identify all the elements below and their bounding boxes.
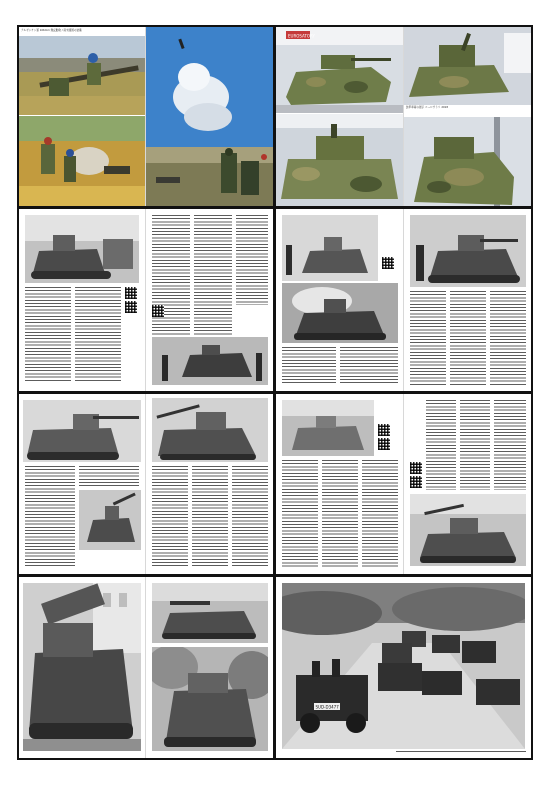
text-column [340, 347, 398, 385]
spec-table-icon [378, 424, 390, 436]
spec-table-icon [382, 257, 394, 269]
text-column [494, 400, 526, 490]
spec-table-icon [410, 476, 422, 488]
photo-camo-ifv-exhibit [276, 27, 403, 113]
spread-3 [19, 209, 273, 391]
spread-2-color [276, 27, 531, 206]
text-column [282, 460, 318, 568]
contact-sheet [17, 25, 533, 760]
text-column [426, 400, 456, 490]
text-column [79, 466, 139, 488]
photo-spg-heavy-gun [23, 583, 141, 751]
photo-tank-crew-group [152, 337, 268, 385]
photo-tank-side-soldier [410, 215, 526, 287]
text-column [236, 215, 268, 305]
jeep-license-plate: SUD-D3477 [315, 704, 339, 710]
spread-8-left-page [19, 577, 145, 758]
photo-spg-casemate [152, 398, 268, 462]
spread-7 [276, 577, 531, 758]
exhibit-sign: EUROSATORY [288, 33, 315, 39]
spread-5-left-page [19, 394, 145, 574]
gutter [145, 27, 146, 206]
spread-1 [19, 27, 273, 206]
text-column [152, 215, 190, 335]
text-column [362, 460, 398, 568]
photo-launch-crew [146, 147, 273, 206]
photo-spg-camouflaged [152, 647, 268, 751]
photo-tank-ruins [282, 400, 374, 456]
photo-spg-convoy [152, 583, 268, 643]
photo-camo-spg-exhibit [404, 27, 531, 105]
spread-3-left-page [19, 209, 145, 391]
photo-light-tank-side [25, 215, 139, 283]
spread-3-right-page [146, 209, 273, 391]
spread-4-left-page [276, 209, 403, 391]
text-column [450, 291, 486, 385]
photo-camo-vehicle-hall [404, 117, 531, 206]
spread-5-right-page [146, 394, 273, 574]
photo-spg-towed [79, 490, 141, 550]
gutter [145, 577, 146, 758]
text-column [460, 400, 490, 490]
text-column [25, 287, 71, 383]
gutter [145, 394, 146, 574]
photo-camo-vehicle-front [276, 114, 403, 206]
text-column [152, 466, 188, 566]
text-column [232, 466, 268, 566]
text-column [410, 291, 446, 385]
text-column [192, 466, 228, 566]
photo-recoilless-rifle-crew [19, 36, 145, 115]
spread-4-right-page [404, 209, 531, 391]
spread-6 [276, 394, 531, 574]
text-column [322, 460, 358, 568]
gutter [403, 577, 404, 758]
spread-5 [19, 394, 273, 574]
photo-tank-column-winter [282, 215, 378, 281]
gutter [403, 394, 404, 574]
gutter [145, 209, 146, 391]
text-column [194, 215, 232, 335]
spread-6-right-page [404, 394, 531, 574]
text-column [490, 291, 526, 385]
spread-8 [19, 577, 273, 758]
spec-table-icon [152, 305, 164, 317]
spec-table-icon [410, 462, 422, 474]
spread-6-left-page [276, 394, 403, 574]
text-column [75, 287, 121, 383]
text-column [25, 466, 75, 566]
spread-8-right-page [146, 577, 273, 758]
spec-table-icon [125, 301, 137, 313]
gutter [403, 209, 404, 391]
spread-2-right-page [404, 27, 531, 206]
spread-1-caption-left: アルゼンチン軍 106mm 無反動砲 / 南米諸国の装備 [21, 29, 82, 32]
photo-mortar-firing [19, 116, 145, 206]
photo-rocket-launch [146, 27, 273, 147]
caption-line [396, 751, 526, 754]
spread-2-left-page [276, 27, 403, 206]
photo-tank-smoke [282, 283, 398, 343]
photo-spg-field [410, 494, 526, 566]
spec-table-icon [378, 438, 390, 450]
spread-1-left-page [19, 27, 145, 206]
spread-4 [276, 209, 531, 391]
gutter [403, 27, 404, 206]
spec-table-icon [125, 287, 137, 299]
text-column [282, 347, 336, 385]
spread-2-caption-right: 装甲車両の展示 ユーロサトリ 2018 [406, 106, 448, 109]
spread-1-right-page [146, 27, 273, 206]
photo-spg-char-b1 [23, 400, 141, 462]
